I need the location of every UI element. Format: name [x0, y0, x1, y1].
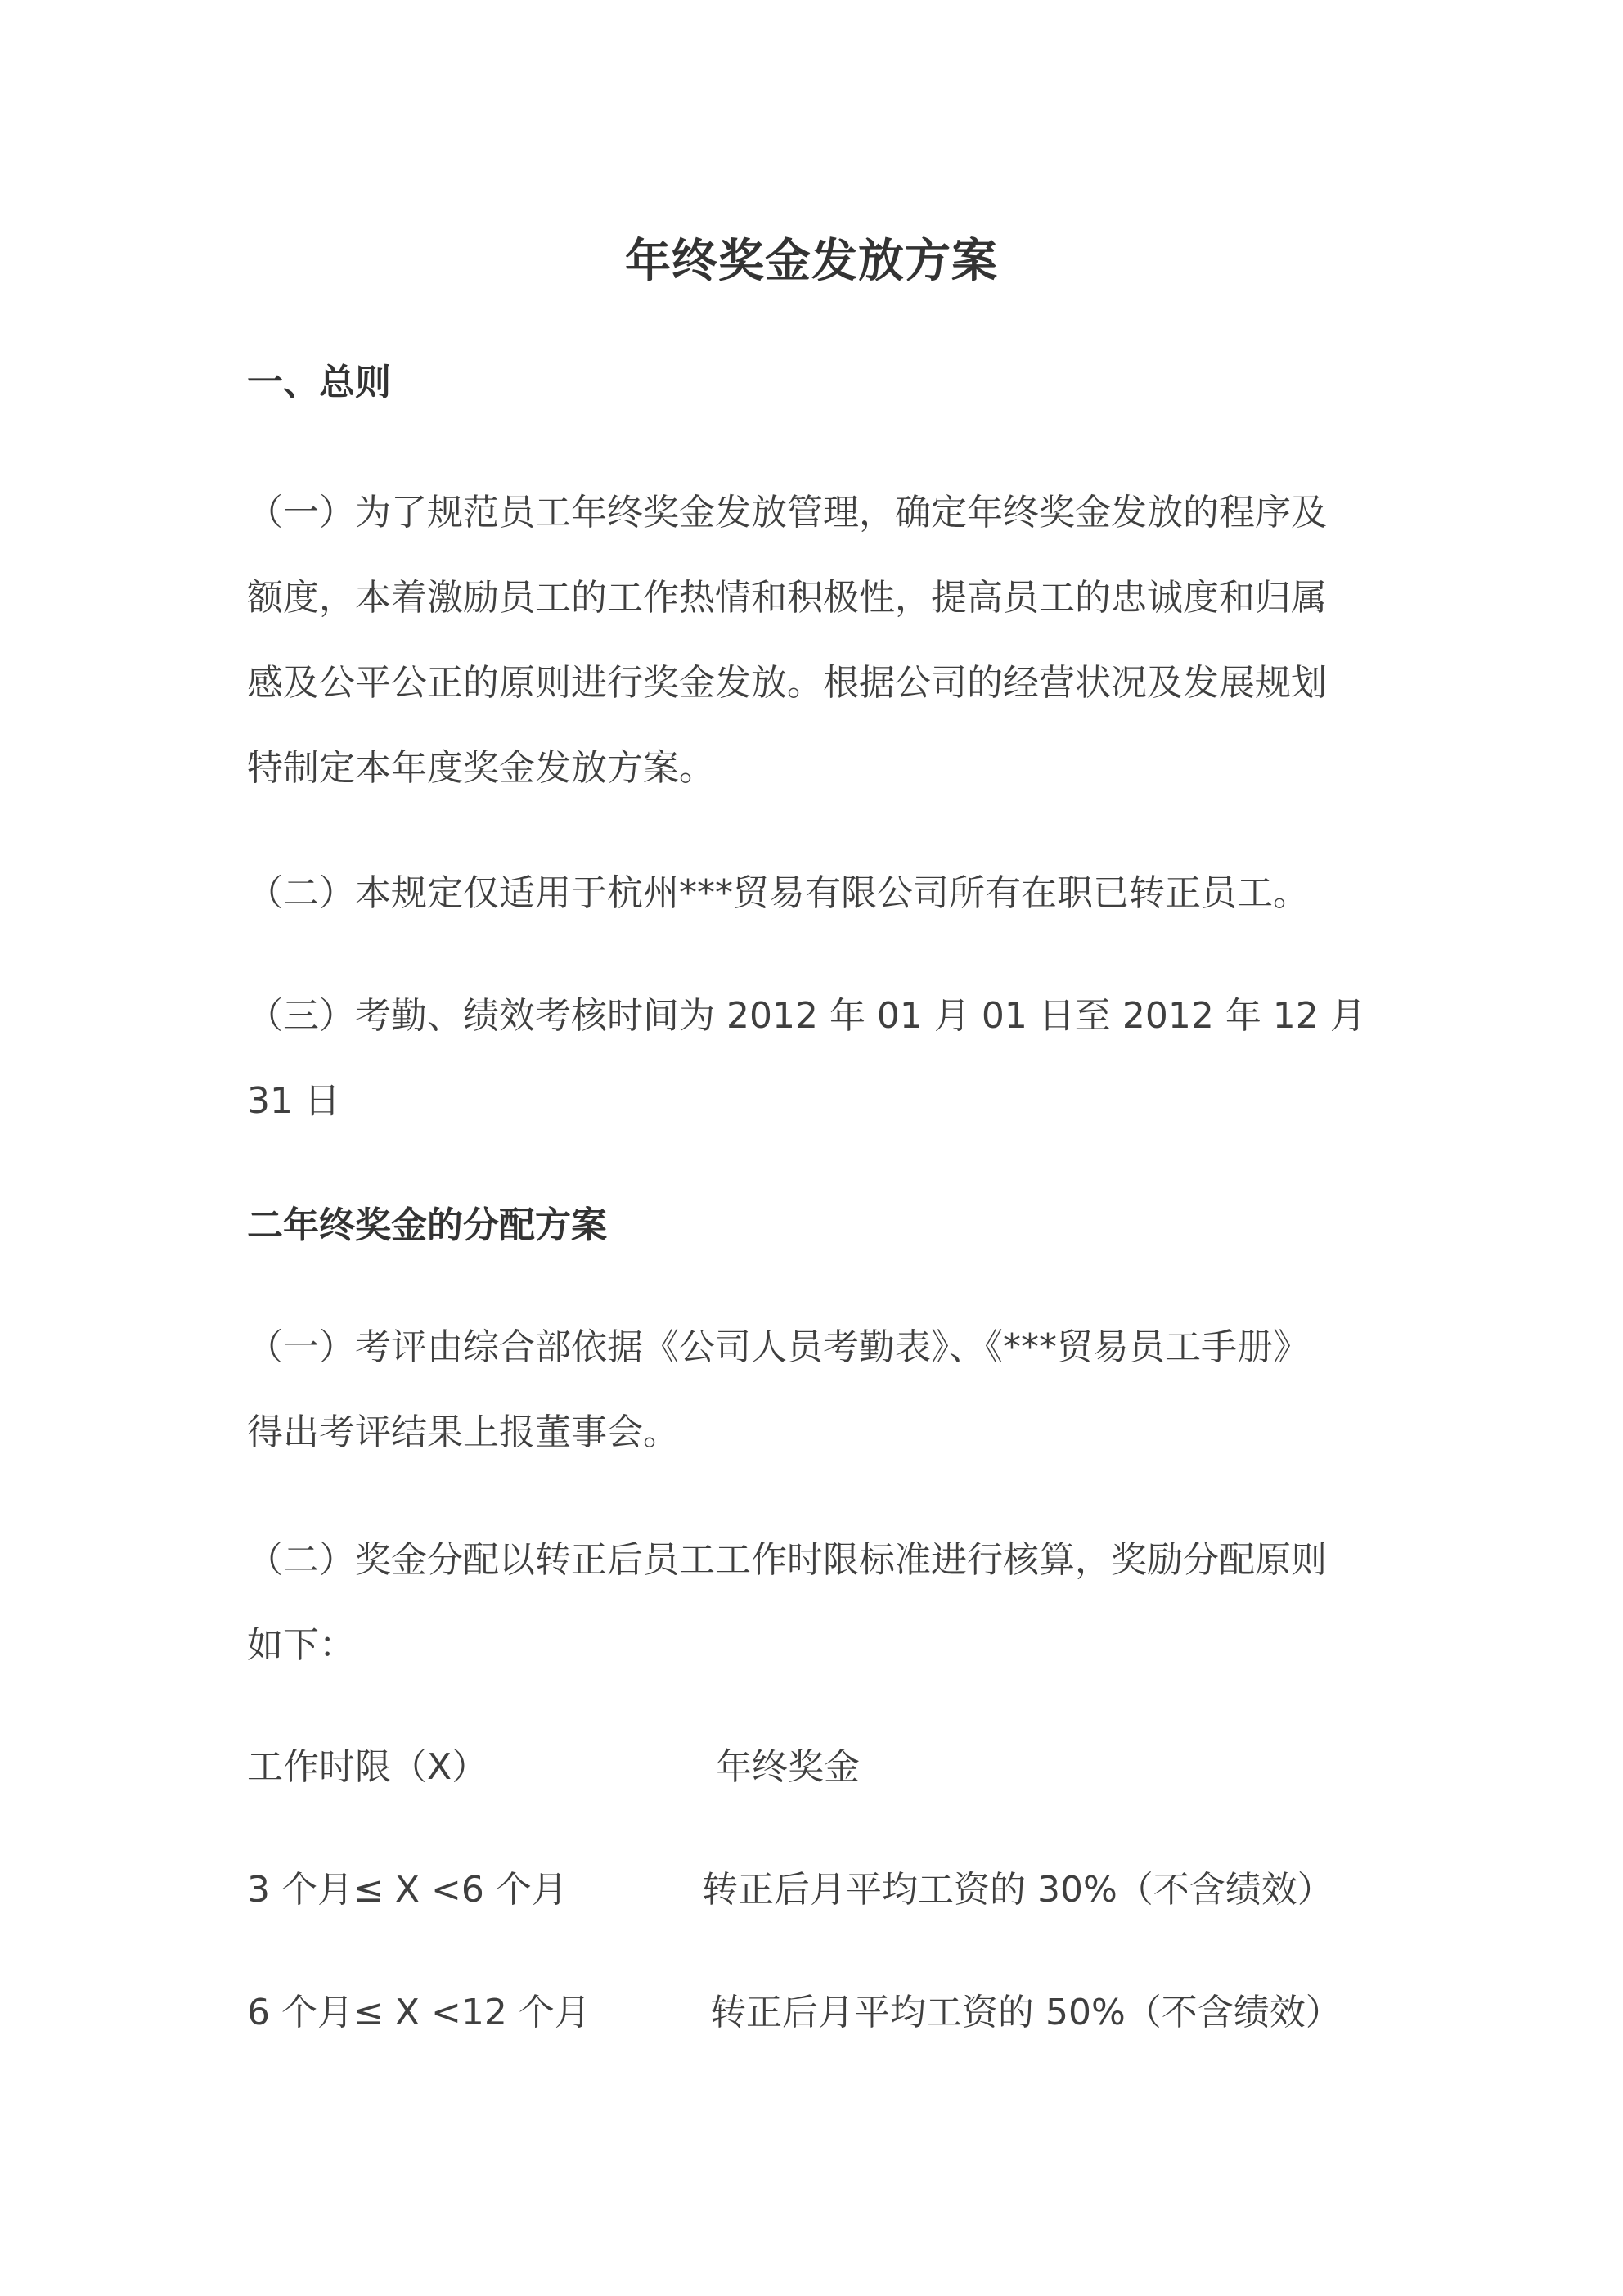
table-header-col1: 工作时限（X） [247, 1746, 488, 1788]
paragraph-scope [247, 851, 1392, 936]
table-row-col2: 转正后月平均工资的 50%（不含绩效） [710, 1992, 1342, 2033]
paragraph-line: 额度，本着激励员工的工作热情和积极性，提高员工的忠诚度和归属 [247, 577, 1327, 619]
paragraph-allocation [247, 1518, 1392, 1688]
section-heading-general: 一、总则 [247, 362, 391, 403]
paragraph-period [247, 974, 1392, 1144]
table-row-col2: 转正后月平均工资的 30%（不含绩效） [702, 1869, 1333, 1911]
paragraph-line: 感及公平公正的原则进行奖金发放。根据公司的经营状况及发展规划 [247, 662, 1327, 704]
section-heading-distribution: 二年终奖金的分配方案 [247, 1204, 607, 1246]
paragraph-line: 如下： [247, 1624, 355, 1666]
paragraph-evaluation [247, 1305, 1392, 1475]
paragraph-line: （一）为了规范员工年终奖金发放管理，确定年终奖金发放的程序及 [247, 492, 1327, 533]
paragraph-line: （一）考评由综合部依据《公司人员考勤表》、《***贸易员工手册》 [247, 1326, 1309, 1368]
paragraph-line: 得出考评结果上报董事会。 [247, 1411, 679, 1453]
paragraph-purpose [247, 470, 1392, 811]
paragraph-line: （二）本规定仅适用于杭州***贸易有限公司所有在职已转正员工。 [247, 872, 1309, 914]
paragraph-line: 特制定本年度奖金发放方案。 [247, 747, 715, 789]
paragraph-line: （三）考勤、绩效考核时间为 2012 年 01 月 01 日至 2012 年 12 月 [247, 995, 1366, 1037]
table-row-col1: 6 个月≤ X <12 个月 [247, 1992, 591, 2033]
paragraph-line: 31 日 [247, 1080, 340, 1122]
table-row-col1: 3 个月≤ X <6 个月 [247, 1869, 568, 1911]
paragraph-line: （二）奖金分配以转正后员工工作时限标准进行核算，奖励分配原则 [247, 1539, 1327, 1581]
table-header-col2: 年终奖金 [716, 1746, 860, 1788]
document-title: 年终奖金发放方案 [625, 235, 998, 288]
